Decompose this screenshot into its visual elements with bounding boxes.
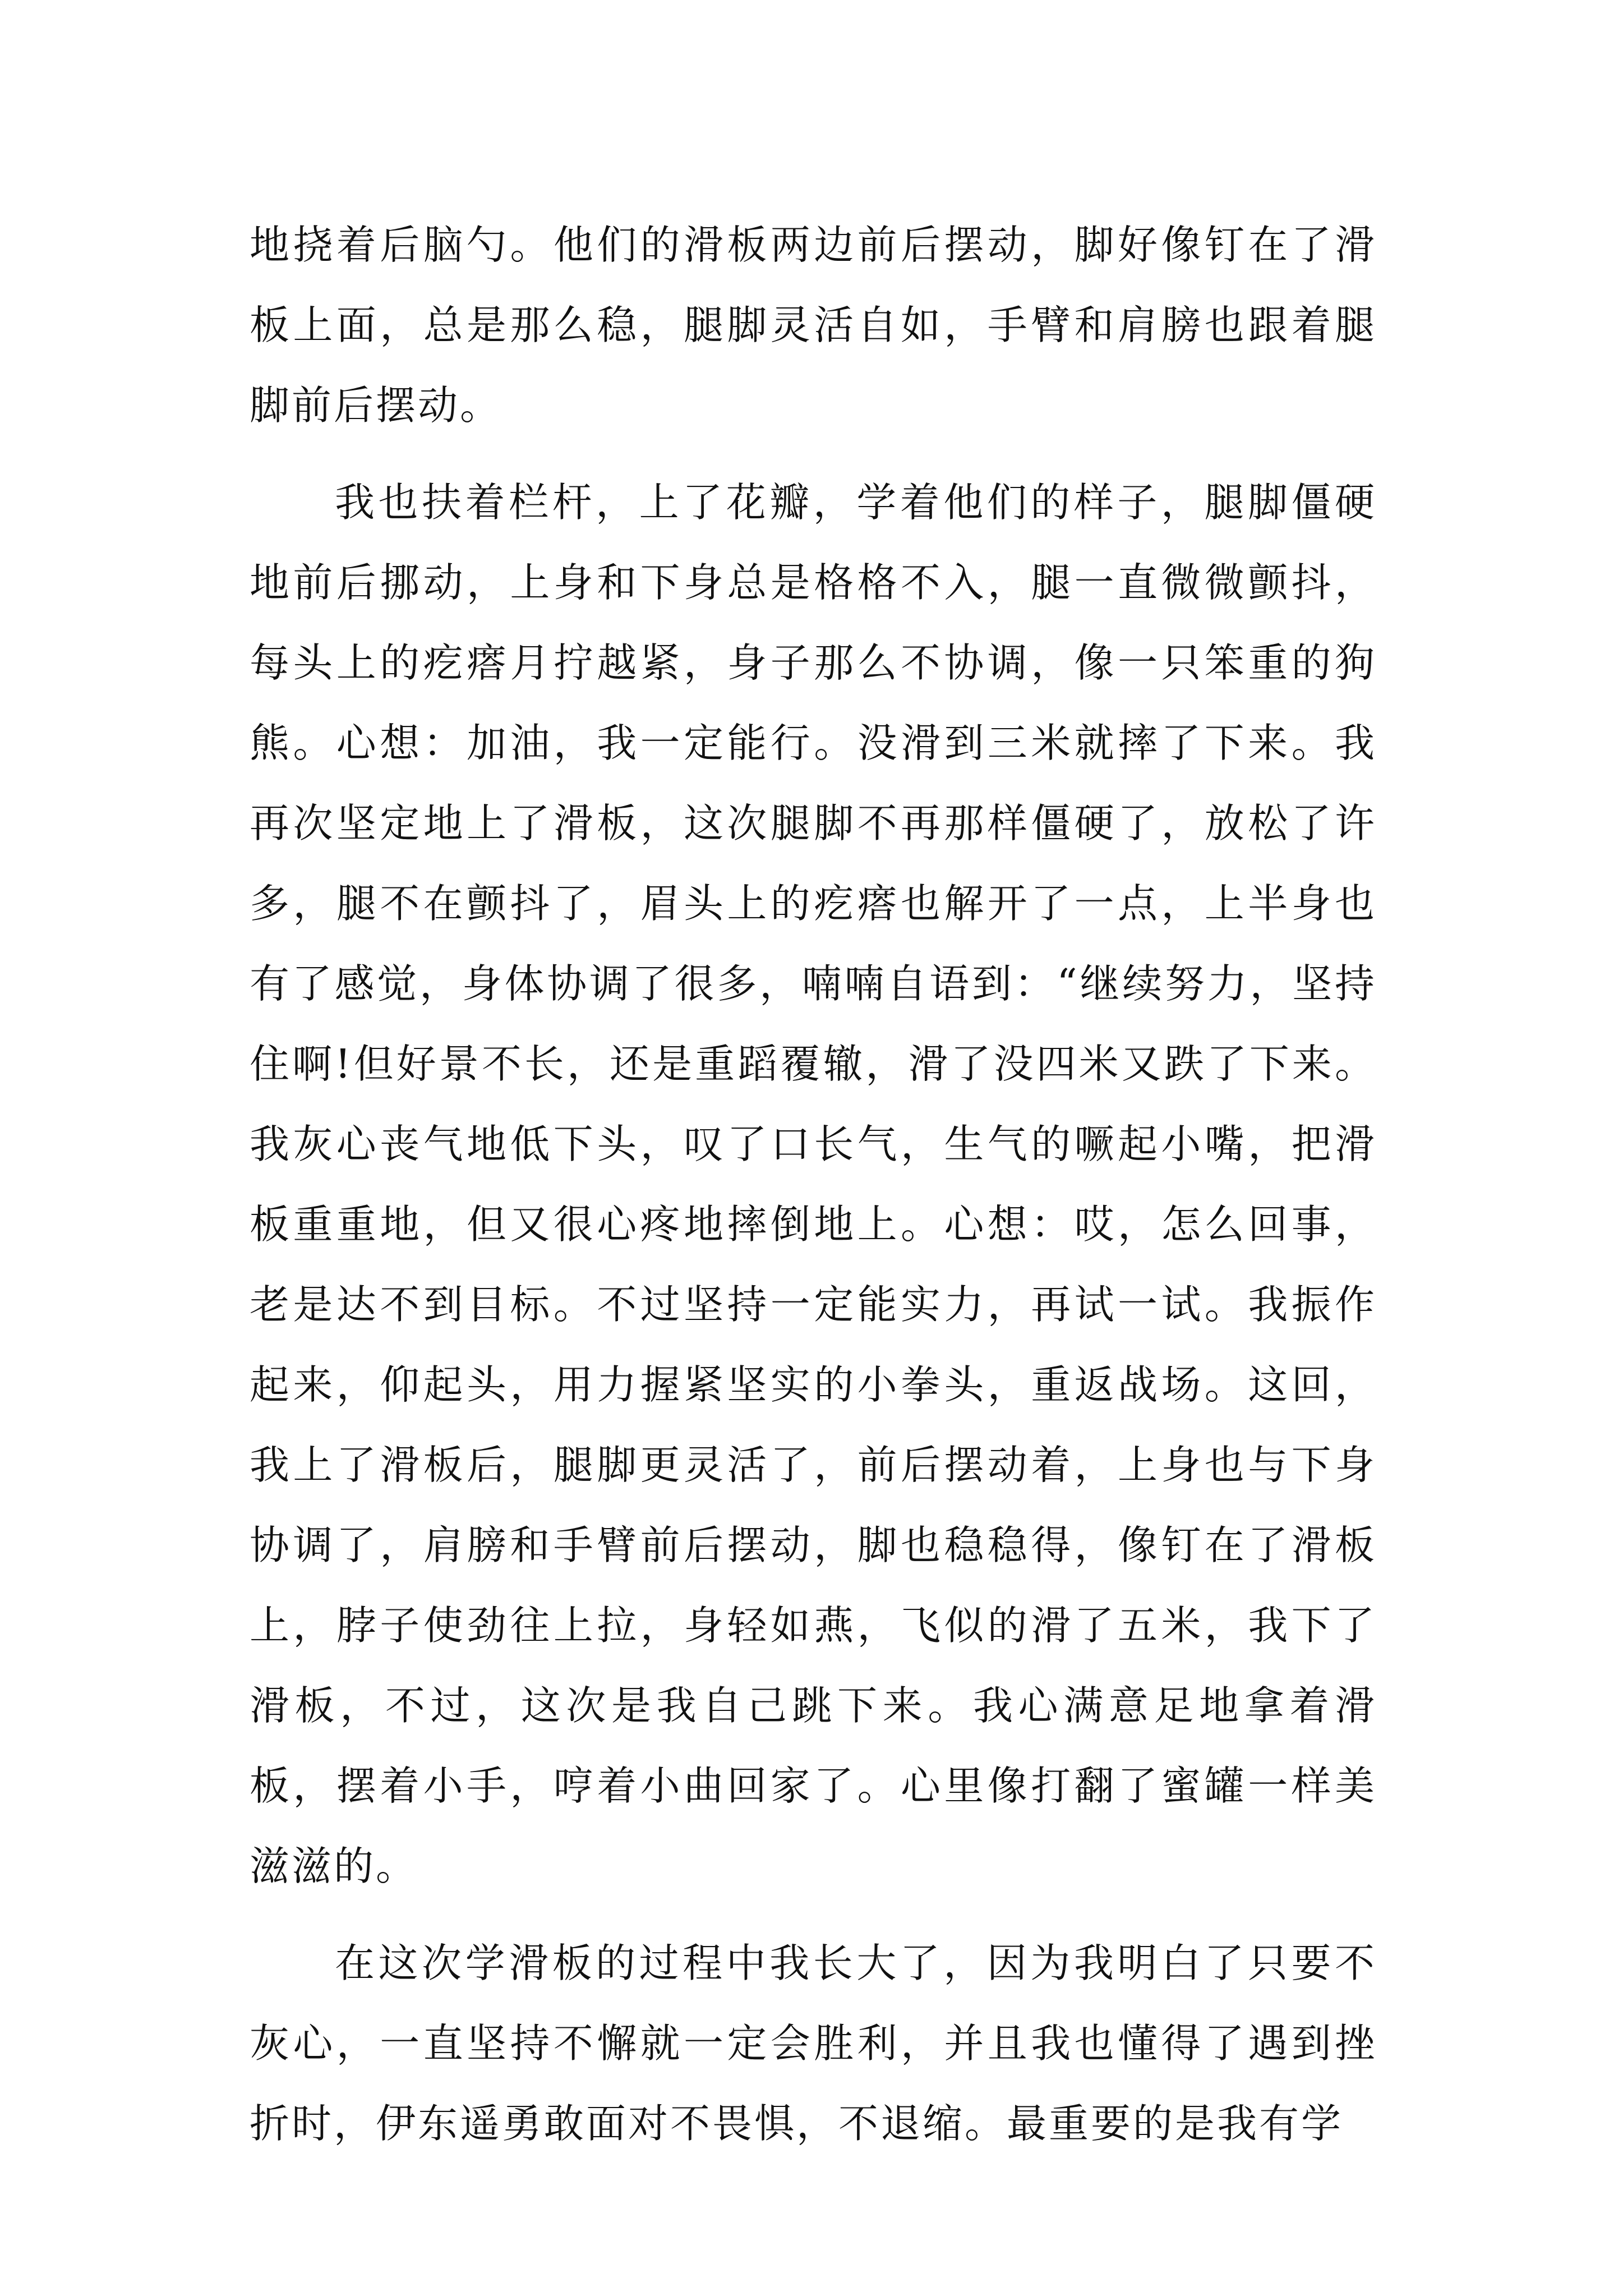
paragraph-3: 在这次学滑板的过程中我长大了，因为我明白了只要不灰心，一直坚持不懈就一定会胜利，并且我也懂得了遇到挫折时，伊东遥勇敢面对不畏惧，不退缩。最重要的是我有学 <box>250 1940 1377 2147</box>
paragraph-2: 我也扶着栏杆，上了花瓣，学着他们的样子，腿脚僵硬地前后挪动，上身和下身总是格格不入，腿一直微微颤抖，每头上的疙瘩月拧越紧，身子那么不协调，像一只笨重的狗熊。心想：加油，我一定能行。没滑到三米就摔了下来。我再次坚定地上了滑板，这次腿脚不再那样僵硬了，放松了许多，腿不在颤抖了，眉头上的疙瘩也解开了一点，上半身也有了感觉，身体协调了很多，喃喃自语到：“继续努力，坚持住啊!但好景不长，还是重蹈覆辙，滑了没四米又跌了下来。我灰心丧气地低下头，叹了口长气，生气的噘起小嘴，把滑板重重地，但又很心疼地摔倒地上。心想：哎，怎么回事，老是达不到目标。不过坚持一定能实力，再试一试。我振作起来，仰起头，用力握紧坚实的小拳头，重返战场。这回，我上了滑板后，腿脚更灵活了，前后摆动着，上身也与下身协调了，肩膀和手臂前后摆动，脚也稳稳得，像钉在了滑板上，脖子使劲往上拉，身轻如燕，飞似的滑了五米，我下了滑板，不过，这次是我自己跳下来。我心满意足地拿着滑板，摆着小手，哼着小曲回家了。心里像打翻了蜜罐一样美滋滋的。 <box>250 479 1377 1889</box>
document-body <box>250 205 1377 2180</box>
paragraph-1: 地挠着后脑勺。他们的滑板两边前后摆动，脚好像钉在了滑板上面，总是那么稳，腿脚灵活自如，手臂和肩膀也跟着腿脚前后摆动。 <box>250 222 1377 429</box>
